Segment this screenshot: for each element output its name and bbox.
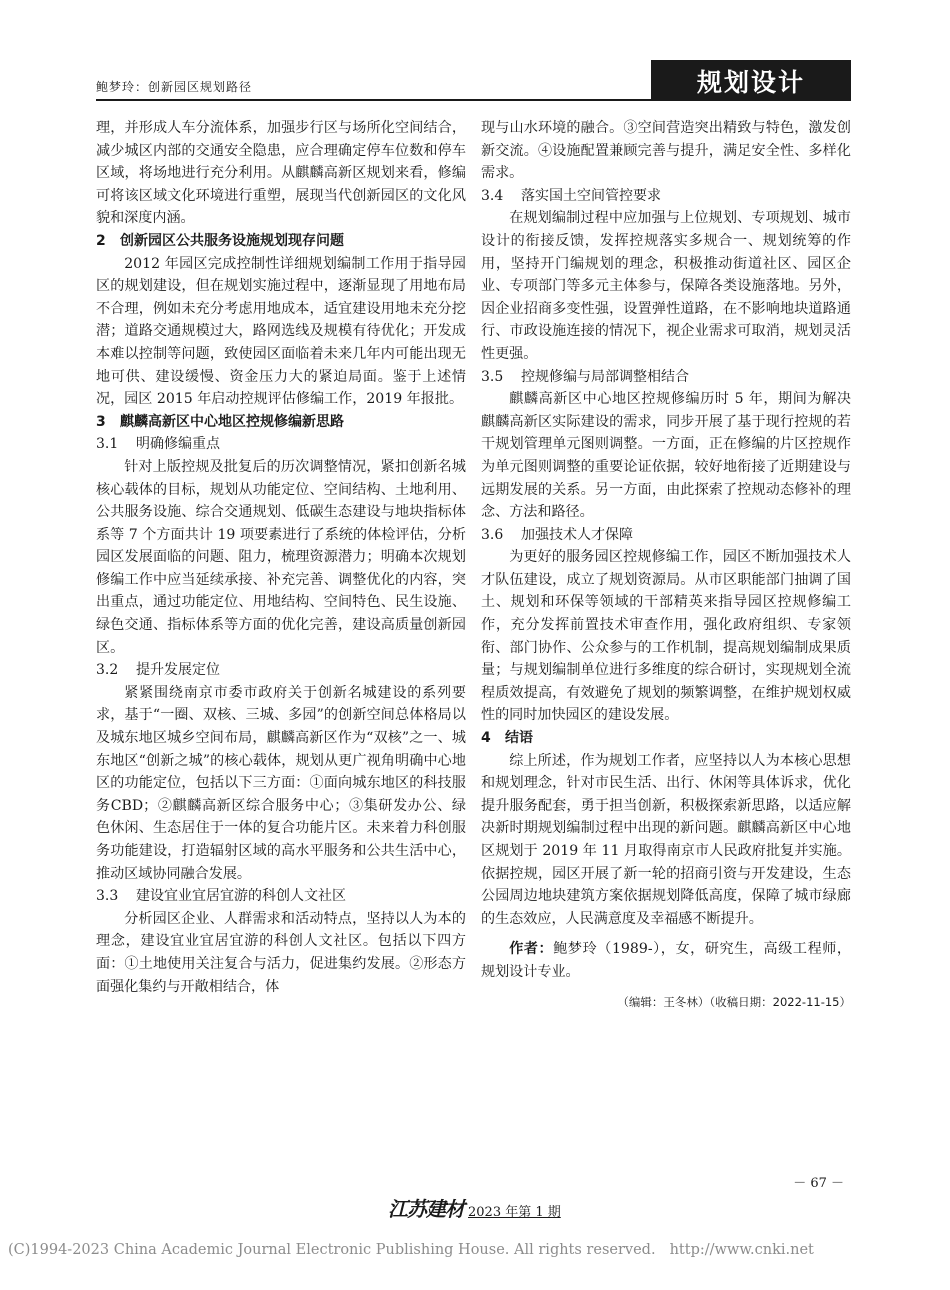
journal-issue: 2023 年第 1 期 (468, 1205, 561, 1220)
paragraph: 现与山水环境的融合。③空间营造突出精致与特色，激发创新交流。④设施配置兼顾完善与提升，满足安全性、多样化需求。 (481, 120, 851, 182)
copyright-text: (C)1994-2023 China Academic Journal Electronic Publishing House. All rights reserved. (8, 1242, 656, 1258)
paragraph: 分析园区企业、人群需求和活动特点，坚持以人为本的理念，建设宜业宜居宜游的科创人文社区。包括以下四方面：①土地使用关注复合与活力，促进集约发展。②形态方面强化集约与开敞相结合，体 (96, 910, 466, 995)
header-rule (96, 99, 851, 101)
author-text: 鲍梦玲（1989-），女，研究生，高级工程师，规划设计专业。 (481, 941, 852, 980)
section-heading-3 (96, 411, 466, 434)
subsection-title: 落实国土空间管控要求 (521, 187, 661, 204)
section-number: 3 (96, 413, 106, 430)
page-number: － 67 － (793, 1176, 844, 1191)
subsection-number: 3.2 (96, 662, 119, 679)
subsection-number: 3.6 (481, 526, 504, 543)
running-title: 鲍梦玲：创新园区规划路径 (96, 80, 253, 94)
section-number: 2 (96, 232, 106, 249)
subsection-heading-3-2 (96, 659, 466, 682)
paragraph: 理，并形成人车分流体系，加强步行区与场所化空间结合，减少城区内部的交通安全隐患，应合理确定停车位数和停车区域，将场地进行充分利用。从麒麟高新区规划来看，修编可将该区域文化环境进行重塑，展现当代创新园区的文化风貌和深度内涵。 (96, 120, 466, 227)
paragraph: 麒麟高新区中心地区控规修编历时 5 年，期间为解决麒麟高新区实际建设的需求，同步开展了基于现行控规的若干规划管理单元图则调整。一方面，正在修编的片区控规作为单元图则调整的重要论证依据，较好地衔接了近期建设与远期发展的关系。另一方面，由此探索了控规动态修补的理念、方法和路径。 (481, 391, 851, 521)
paragraph: 针对上版控规及批复后的历次调整情况，紧扣创新名城核心载体的目标，规划从功能定位、空间结构、土地利用、公共服务设施、综合交通规划、低碳生态建设与地块指标体系等 7 个方面共计 19 项要素进行了系统的体检评估，分析园区发展面临的问题、阻力，梳理资源潜力；明确本次规划修编工作中应当延续承接、补充完善、调整优化的内容，突出重点，通过功能定位、用地结构、空间特色、民生设施、绿色交通、指标体系等方面的优化完善，建设高质量创新园区。 (96, 458, 466, 656)
section-heading-2 (96, 230, 466, 253)
paragraph: 综上所述，作为规划工作者，应坚持以人为本核心思想和规划理念，针对市民生活、出行、休闲等具体诉求，优化提升服务配套，勇于担当创新，积极探索新思路，以适应解决新时期规划编制过程中出现的新问题。麒麟高新区中心地区规划于 2019 年 11 月取得南京市人民政府批复并实施。依据控规，园区开展了新一轮的招商引资与开发建设，生态公园周边地块建筑方案依据规划降低高度，保障了城市绿廊的生态效应，人民满意度及幸福感不断提升。 (481, 752, 851, 927)
subsection-title: 提升发展定位 (136, 662, 220, 679)
author-label: 作者： (509, 941, 554, 958)
subsection-number: 3.4 (481, 187, 504, 204)
paragraph: 在规划编制过程中应加强与上位规划、专项规划、城市设计的衔接反馈，发挥控规落实多规合一、规划统筹的作用，坚持开门编规划的理念，积极推动街道社区、园区企业、专项部门等多元主体参与，保障各类设施落地。另外，因企业招商多变性强，设置弹性道路，在不影响地块道路通行、市政设施连接的情况下，视企业需求可取消，规划灵活性更强。 (481, 210, 851, 362)
paragraph: 为更好的服务园区控规修编工作，园区不断加强技术人才队伍建设，成立了规划资源局。从市区职能部门抽调了国土、规划和环保等领域的干部精英来指导园区控规修编工作，充分发挥前置技术审查作用，强化政府组织、专家领衔、部门协作、公众参与的工作机制，提高规划编制成果质量；与规划编制单位进行多维度的综合研讨，实现规划全流程质效提高，有效避免了规划的频繁调整，在维护规划权威性的同时加快园区的建设发展。 (481, 549, 851, 724)
subsection-heading-3-1 (96, 433, 466, 456)
subsection-number: 3.1 (96, 436, 119, 453)
left-column (96, 117, 466, 998)
section-heading-4 (481, 727, 851, 750)
section-number: 4 (481, 730, 491, 747)
subsection-title: 明确修编重点 (136, 436, 220, 453)
section-badge: 规划设计 (651, 60, 851, 101)
journal-footer (388, 1193, 561, 1222)
cnki-link[interactable]: http://www.cnki.net (669, 1242, 814, 1258)
subsection-heading-3-3 (96, 885, 466, 908)
subsection-heading-3-4 (481, 185, 851, 208)
paragraph: 紧紧围绕南京市委市政府关于创新名城建设的系列要求，基于“一圈、双核、三城、多园”的创新空间总体格局以及城东地区城乡空间布局，麒麟高新区作为“双核”之一、城东地区“创新之城”的核心载体，规划从更广视角明确中心地区的功能定位，包括以下三方面：①面向城东地区的科技服务CBD；②麒麟高新区综合服务中心；③集研发办公、绿色休闲、生态居住于一体的复合功能片区。未来着力科创服务功能建设，打造辐射区域的高水平服务和公共生活中心，推动区域协同融合发展。 (96, 684, 466, 882)
right-column (481, 117, 851, 1010)
paragraph: 2012 年园区完成控制性详细规划编制工作用于指导园区的规划建设，但在规划实施过程中，逐渐显现了用地布局不合理，例如未充分考虑用地成本，适宜建设用地未充分挖潜；道路交通规模过大，路网选线及规模有待优化；开发成本难以控制等问题，致使园区面临着未来几年内可能出现无地可供、建设缓慢、资金压力大的紧迫局面。鉴于上述情况，园区 2015 年启动控规评估修编工作，2019 年报批。 (96, 255, 466, 408)
author-bio (481, 938, 851, 983)
subsection-number: 3.3 (96, 888, 119, 905)
subsection-heading-3-6 (481, 524, 851, 547)
subsection-title: 建设宜业宜居宜游的科创人文社区 (136, 888, 346, 905)
subsection-title: 控规修编与局部调整相结合 (521, 368, 689, 385)
section-title: 结语 (505, 730, 533, 747)
subsection-heading-3-5 (481, 366, 851, 389)
section-title: 创新园区公共服务设施规划现存问题 (120, 232, 344, 249)
subsection-title: 加强技术人才保障 (521, 526, 633, 543)
subsection-number: 3.5 (481, 368, 504, 385)
journal-logo: 江苏建材 (388, 1197, 464, 1221)
section-title: 麒麟高新区中心地区控规修编新思路 (120, 413, 344, 430)
copyright-watermark (8, 1242, 814, 1258)
editor-note: （编辑：王冬林）（收稿日期：2022-11-15） (617, 994, 851, 1009)
